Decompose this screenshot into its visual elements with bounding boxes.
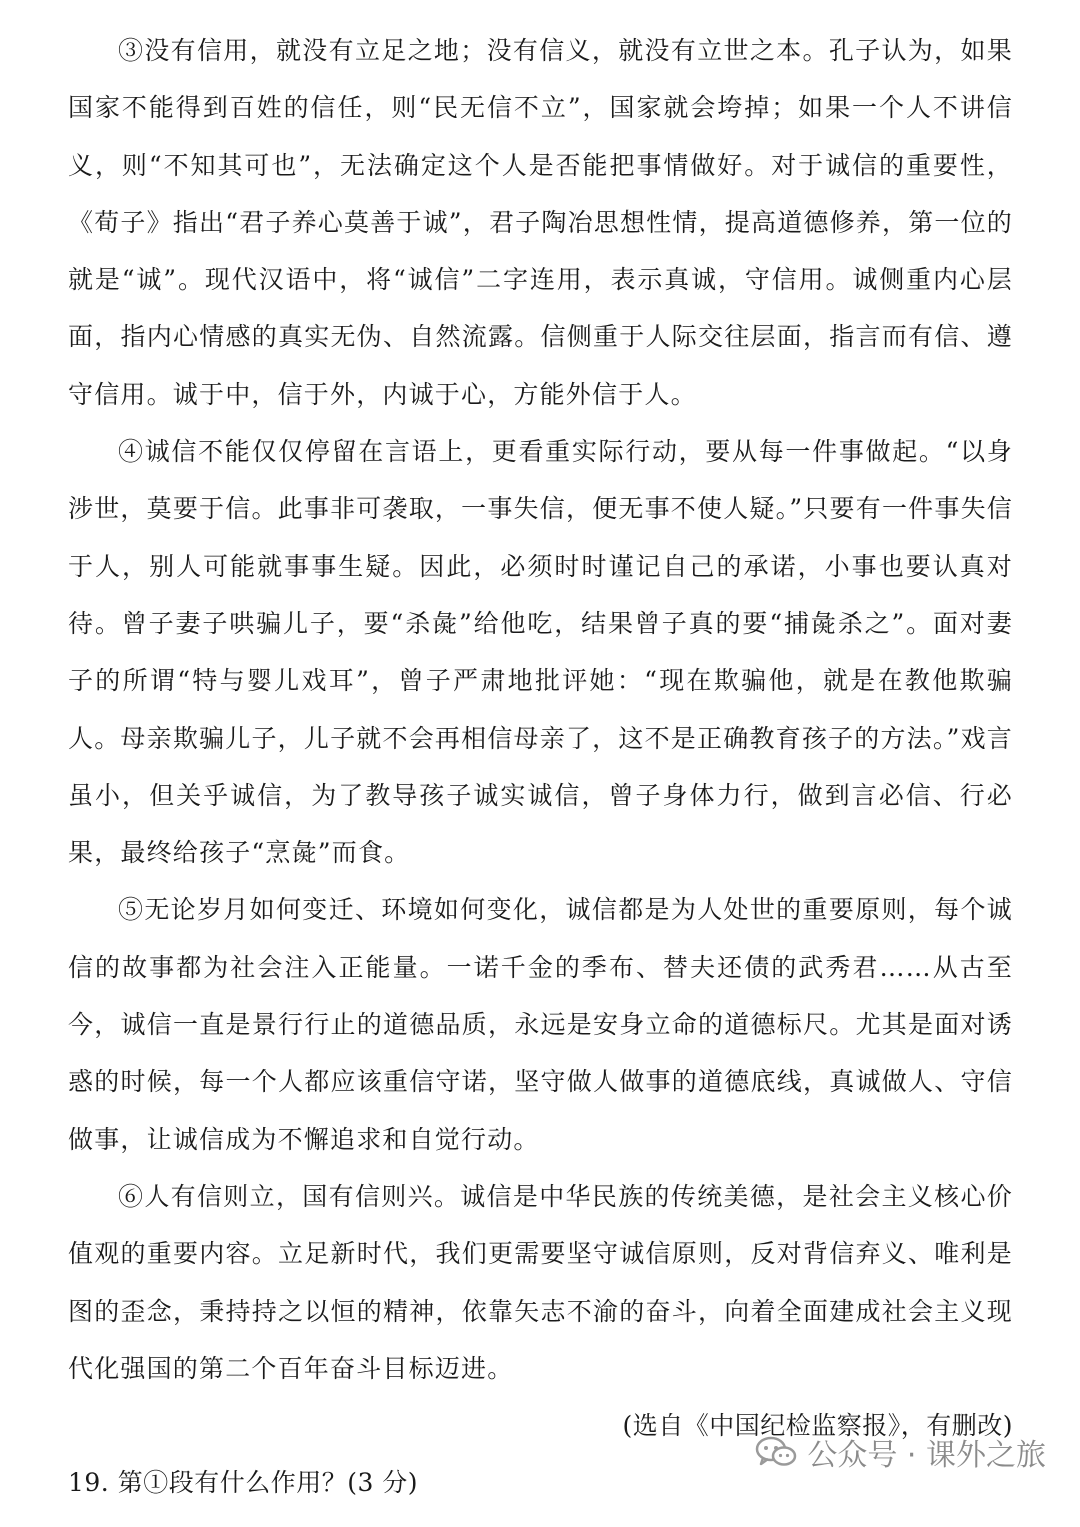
article-body	[68, 22, 1013, 1511]
paragraph-4: ④诚信不能仅仅停留在言语上，更看重实际行动，要从每一件事做起。“以身涉世，莫要于信。此事非可袭取，一事失信，便无事不使人疑。”只要有一件事失信于人，别人可能就事事生疑。因此，必须时时谨记自己的承诺，小事也要认真对待。曾子妻子哄骗儿子，要“杀彘”给他吃，结果曾子真的要“捕彘杀之”。面对妻子的所谓“特与婴儿戏耳”，曾子严肃地批评她：“现在欺骗他，就是在教他欺骗人。母亲欺骗儿子，儿子就不会再相信母亲了，这不是正确教育孩子的方法。”戏言虽小，但关乎诚信，为了教导孩子诚实诚信，曾子身体力行，做到言必信、行必果，最终给孩子“烹彘”而食。	[68, 437, 1013, 868]
source-citation: (选自《中国纪检监察报》，有删改)	[622, 1411, 1013, 1441]
watermark	[755, 1430, 1046, 1474]
watermark-text: 公众号 · 课外之旅	[807, 1438, 1046, 1473]
paragraph-3: ③没有信用，就没有立足之地；没有信义，就没有立世之本。孔子认为，如果国家不能得到百姓的信任，则“民无信不立”，国家就会垮掉；如果一个人不讲信义，则“不知其可也”，无法确定这个人是否能把事情做好。对于诚信的重要性，《荀子》指出“君子养心莫善于诚”，君子陶冶思想性情，提高道德修养，第一位的就是“诚”。现代汉语中，将“诚信”二字连用，表示真诚，守信用。诚侧重内心层面，指内心情感的真实无伪、自然流露。信侧重于人际交往层面，指言而有信、遵守信用。诚于中，信于外，内诚于心，方能外信于人。	[68, 36, 1013, 409]
question-19: 19. 第①段有什么作用？(3 分)	[68, 1468, 419, 1498]
paragraph-6: ⑥人有信则立，国有信则兴。诚信是中华民族的传统美德，是社会主义核心价值观的重要内容。立足新时代，我们更需要坚守诚信原则，反对背信弃义、唯利是图的歪念，秉持持之以恒的精神，依靠矢志不渝的奋斗，向着全面建成社会主义现代化强国的第二个百年奋斗目标迈进。	[68, 1181, 1013, 1383]
wechat-icon	[755, 1435, 797, 1469]
paragraph-5: ⑤无论岁月如何变迁、环境如何变化，诚信都是为人处世的重要原则，每个诚信的故事都为社会注入正能量。一诺千金的季布、替夫还债的武秀君……从古至今，诚信一直是景行行止的道德品质，永远是安身立命的道德标尺。尤其是面对诱惑的时候，每一个人都应该重信守诺，坚守做人做事的道德底线，真诚做人、守信做事，让诚信成为不懈追求和自觉行动。	[68, 895, 1013, 1154]
